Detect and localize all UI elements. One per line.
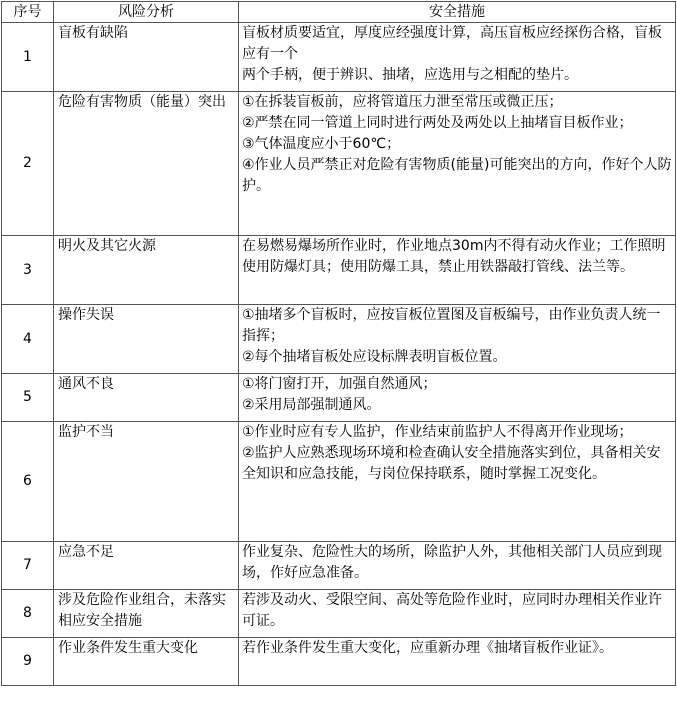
header-measures: 安全措施 <box>239 2 676 23</box>
measure-line: ②监护人应熟悉现场环境和检查确认安全措施落实到位，具备相关安全知识和应急技能，与岗位保持联系，随时掌握工况变化。 <box>242 445 661 482</box>
row-index: 8 <box>2 590 54 638</box>
table-row <box>2 23 676 92</box>
risk-analysis: 盲板有缺陷 <box>54 23 239 92</box>
row-index: 1 <box>2 23 54 92</box>
measure-line: ④作业人员严禁正对危险有害物质(能量)可能突出的方向，作好个人防护。 <box>242 157 672 194</box>
row-index: 5 <box>2 374 54 422</box>
measure-line: 盲板材质要适宜，厚度应经强度计算，高压盲板应经探伤合格，盲板应有一个 <box>242 25 662 62</box>
measure-line: ③气体温度应小于60℃； <box>242 136 401 152</box>
row-index: 4 <box>2 305 54 374</box>
risk-analysis: 通风不良 <box>54 374 239 422</box>
row-index: 7 <box>2 542 54 590</box>
measure-line: ①在拆装盲板前，应将管道压力泄至常压或微正压； <box>242 94 563 110</box>
measure-line: 作业复杂、危险性大的场所，除监护人外，其他相关部门人员应到现场，作好应急准备。 <box>242 544 662 581</box>
risk-analysis: 危险有害物质（能量）突出 <box>54 92 239 236</box>
row-index: 2 <box>2 92 54 236</box>
measure-line: ①作业时应有专人监护，作业结束前监护人不得离开作业现场； <box>242 424 633 440</box>
header-risk: 风险分析 <box>54 2 239 23</box>
safety-measures <box>239 542 676 590</box>
measure-line: ②采用局部强制通风。 <box>242 397 381 413</box>
row-index: 3 <box>2 236 54 305</box>
safety-measures <box>239 590 676 638</box>
table-row <box>2 92 676 236</box>
risk-analysis: 监护不当 <box>54 422 239 542</box>
safety-measures <box>239 92 676 236</box>
safety-measures <box>239 23 676 92</box>
safety-measures <box>239 638 676 686</box>
table-row <box>2 374 676 422</box>
header-index: 序号 <box>2 2 54 23</box>
risk-analysis: 涉及危险作业组合，未落实相应安全措施 <box>54 590 239 638</box>
measure-line: ②每个抽堵盲板处应设标牌表明盲板位置。 <box>242 349 507 365</box>
row-index: 9 <box>2 638 54 686</box>
table-row <box>2 590 676 638</box>
safety-measures-table <box>1 1 676 686</box>
measure-line: 若涉及动火、受限空间、高处等危险作业时，应同时办理相关作业许可证。 <box>242 592 662 629</box>
safety-measures <box>239 374 676 422</box>
table-row <box>2 542 676 590</box>
table-header-row <box>2 2 676 23</box>
table-row <box>2 236 676 305</box>
safety-measures <box>239 236 676 305</box>
row-index: 6 <box>2 422 54 542</box>
measure-line: ①抽堵多个盲板时，应按盲板位置图及盲板编号，由作业负责人统一指挥； <box>242 307 661 344</box>
measure-line: 在易燃易爆场所作业时，作业地点30m内不得有动火作业；工作照明使用防爆灯具；使用防爆工具，禁止用铁器敲打管线、法兰等。 <box>242 238 666 275</box>
table-row <box>2 305 676 374</box>
risk-analysis: 应急不足 <box>54 542 239 590</box>
measure-line: ①将门窗打开，加强自然通风； <box>242 376 437 392</box>
safety-measures <box>239 422 676 542</box>
risk-analysis: 明火及其它火源 <box>54 236 239 305</box>
measure-line: ②严禁在同一管道上同时进行两处及两处以上抽堵盲目板作业； <box>242 115 633 131</box>
table-row <box>2 422 676 542</box>
measure-line: 若作业条件发生重大变化，应重新办理《抽堵盲板作业证》。 <box>242 640 613 656</box>
risk-analysis: 操作失误 <box>54 305 239 374</box>
measure-line: 两个手柄，便于辨识、抽堵，应选用与之相配的垫片。 <box>242 67 578 83</box>
table-row <box>2 638 676 686</box>
risk-analysis: 作业条件发生重大变化 <box>54 638 239 686</box>
safety-measures <box>239 305 676 374</box>
